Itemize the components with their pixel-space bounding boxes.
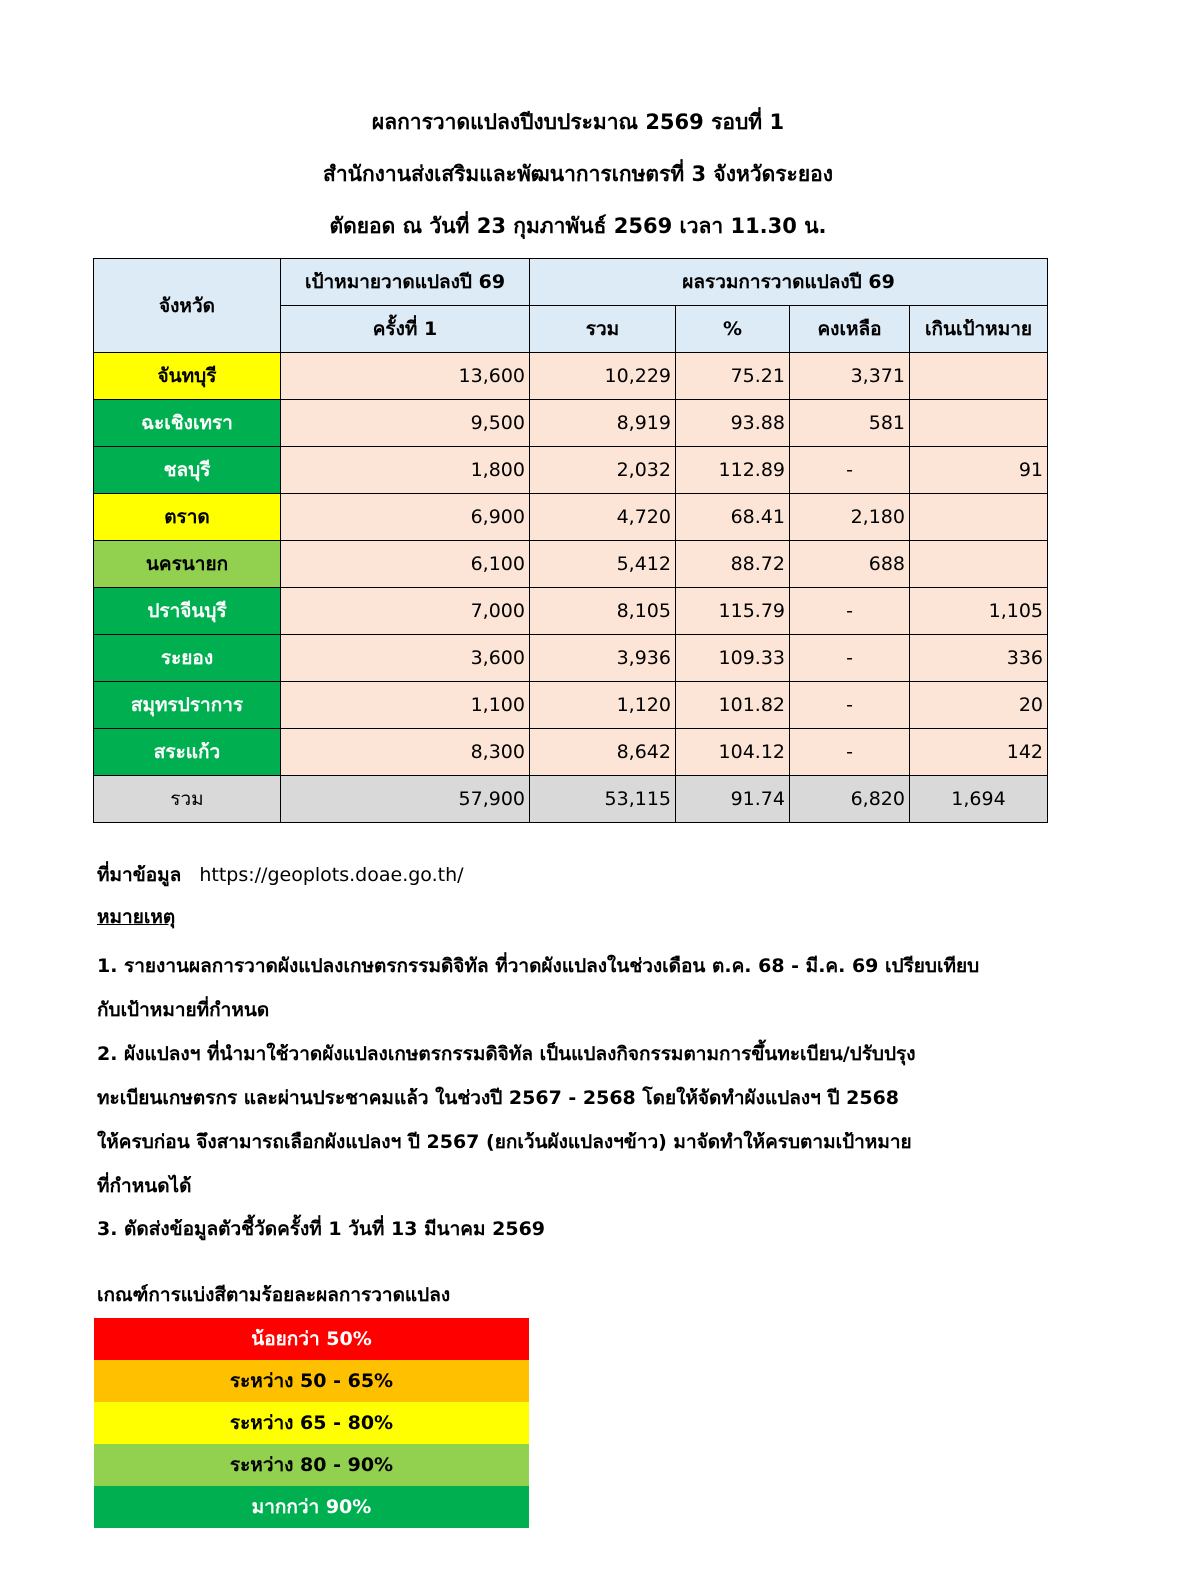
target-cell: 6,900 [281,494,530,541]
percent-cell: 109.33 [676,635,790,682]
total-cell: 5,412 [530,541,676,588]
target-cell: 7,000 [281,588,530,635]
results-table [93,258,1048,823]
exceed-cell [910,541,1048,588]
target-cell: 1,800 [281,447,530,494]
province-cell: สระแก้ว [94,729,281,776]
source-label: ที่มาข้อมูล [97,864,182,886]
table-row [94,541,1048,588]
total-cell: 10,229 [530,353,676,400]
total-cell: 8,642 [530,729,676,776]
report-office: สำนักงานส่งเสริมและพัฒนาการเกษตรที่ 3 จังหวัดระยอง [323,162,833,186]
notes-heading: หมายเหตุ [97,906,176,928]
header-percent: % [676,306,790,353]
target-cell: 13,600 [281,353,530,400]
province-cell: ตราด [94,494,281,541]
remaining-cell: 688 [790,541,910,588]
table-row [94,447,1048,494]
report-title: ผลการวาดแปลงปีงบประมาณ 2569 รอบที่ 1 [371,110,785,134]
note-line: ให้ครบก่อน จึงสามารถเลือกผังแปลงฯ ปี 2567 (ยกเว้นผังแปลงฯข้าว) มาจัดทำให้ครบตามเป้าหมาย [97,1131,912,1153]
note-line: ที่กำหนดได้ [97,1175,192,1197]
table-row [94,588,1048,635]
table-row [94,682,1048,729]
legend-item: ระหว่าง 50 - 65% [94,1360,529,1402]
header-remaining: คงเหลือ [790,306,910,353]
total-cell: 8,919 [530,400,676,447]
remaining-cell: 581 [790,400,910,447]
target-cell: 9,500 [281,400,530,447]
total-cell: 3,936 [530,635,676,682]
exceed-cell: 142 [910,729,1048,776]
note-line: กับเป้าหมายที่กำหนด [97,999,270,1021]
header-target-sub: ครั้งที่ 1 [281,306,530,353]
total-cell: 1,120 [530,682,676,729]
table-row [94,635,1048,682]
source-url[interactable]: https://geoplots.doae.go.th/ [199,864,464,886]
note-line: 2. ผังแปลงฯ ที่นำมาใช้วาดผังแปลงเกษตรกรรมดิจิทัล เป็นแปลงกิจกรรมตามการขึ้นทะเบียน/ปรับปรุง [97,1043,916,1065]
exceed-cell: 336 [910,635,1048,682]
percent-cell: 75.21 [676,353,790,400]
data-source [97,860,464,890]
legend-item: ระหว่าง 65 - 80% [94,1402,529,1444]
table-row [94,494,1048,541]
report-cutoff-date: ตัดยอด ณ วันที่ 23 กุมภาพันธ์ 2569 เวลา 11.30 น. [329,214,827,238]
legend-item: ระหว่าง 80 - 90% [94,1444,529,1486]
exceed-cell: 91 [910,447,1048,494]
province-cell: ปราจีนบุรี [94,588,281,635]
header-total: รวม [530,306,676,353]
province-cell: ระยอง [94,635,281,682]
legend-item: มากกว่า 90% [94,1486,529,1528]
table-row [94,353,1048,400]
legend-title: เกณฑ์การแบ่งสีตามร้อยละผลการวาดแปลง [97,1284,451,1306]
total-label: รวม [94,776,281,823]
target-cell: 3,600 [281,635,530,682]
percent-cell: 101.82 [676,682,790,729]
province-cell: จันทบุรี [94,353,281,400]
province-cell: สมุทรปราการ [94,682,281,729]
percent-cell: 93.88 [676,400,790,447]
header-province: จังหวัด [94,259,281,353]
province-cell: ฉะเชิงเทรา [94,400,281,447]
total-percent-cell: 91.74 [676,776,790,823]
note-3: 3. ตัดส่งข้อมูลตัวชี้วัดครั้งที่ 1 วันที่ 13 มีนาคม 2569 [97,1218,546,1240]
remaining-cell: - [790,682,910,729]
note-line: 1. รายงานผลการวาดผังแปลงเกษตรกรรมดิจิทัล ที่วาดผังแปลงในช่วงเดือน ต.ค. 68 - มี.ค. 69 เปรียบเทียบ [97,955,980,977]
exceed-cell: 20 [910,682,1048,729]
exceed-cell [910,353,1048,400]
total-target-cell: 57,900 [281,776,530,823]
total-cell: 4,720 [530,494,676,541]
total-exceed-cell: 1,694 [910,776,1048,823]
remaining-cell: - [790,588,910,635]
remaining-cell: - [790,635,910,682]
header-exceed: เกินเป้าหมาย [910,306,1048,353]
exceed-cell [910,494,1048,541]
total-cell: 8,105 [530,588,676,635]
table-row [94,400,1048,447]
percent-cell: 68.41 [676,494,790,541]
percent-cell: 112.89 [676,447,790,494]
exceed-cell: 1,105 [910,588,1048,635]
color-legend [94,1318,529,1528]
table-row [94,729,1048,776]
note-line: ทะเบียนเกษตรกร และผ่านประชาคมแล้ว ในช่วงปี 2567 - 2568 โดยให้จัดทำผังแปลงฯ ปี 2568 [97,1087,900,1109]
legend-item: น้อยกว่า 50% [94,1318,529,1360]
percent-cell: 115.79 [676,588,790,635]
total-cell: 2,032 [530,447,676,494]
remaining-cell: - [790,729,910,776]
percent-cell: 104.12 [676,729,790,776]
remaining-cell: 3,371 [790,353,910,400]
total-total-cell: 53,115 [530,776,676,823]
notes-list [97,944,1057,1208]
remaining-cell: - [790,447,910,494]
target-cell: 6,100 [281,541,530,588]
province-cell: นครนายก [94,541,281,588]
total-remaining-cell: 6,820 [790,776,910,823]
province-cell: ชลบุรี [94,447,281,494]
total-row [94,776,1048,823]
percent-cell: 88.72 [676,541,790,588]
target-cell: 1,100 [281,682,530,729]
remaining-cell: 2,180 [790,494,910,541]
header-result-group: ผลรวมการวาดแปลงปี 69 [530,259,1048,306]
target-cell: 8,300 [281,729,530,776]
report-titles [0,104,1156,260]
exceed-cell [910,400,1048,447]
header-target-group: เป้าหมายวาดแปลงปี 69 [281,259,530,306]
